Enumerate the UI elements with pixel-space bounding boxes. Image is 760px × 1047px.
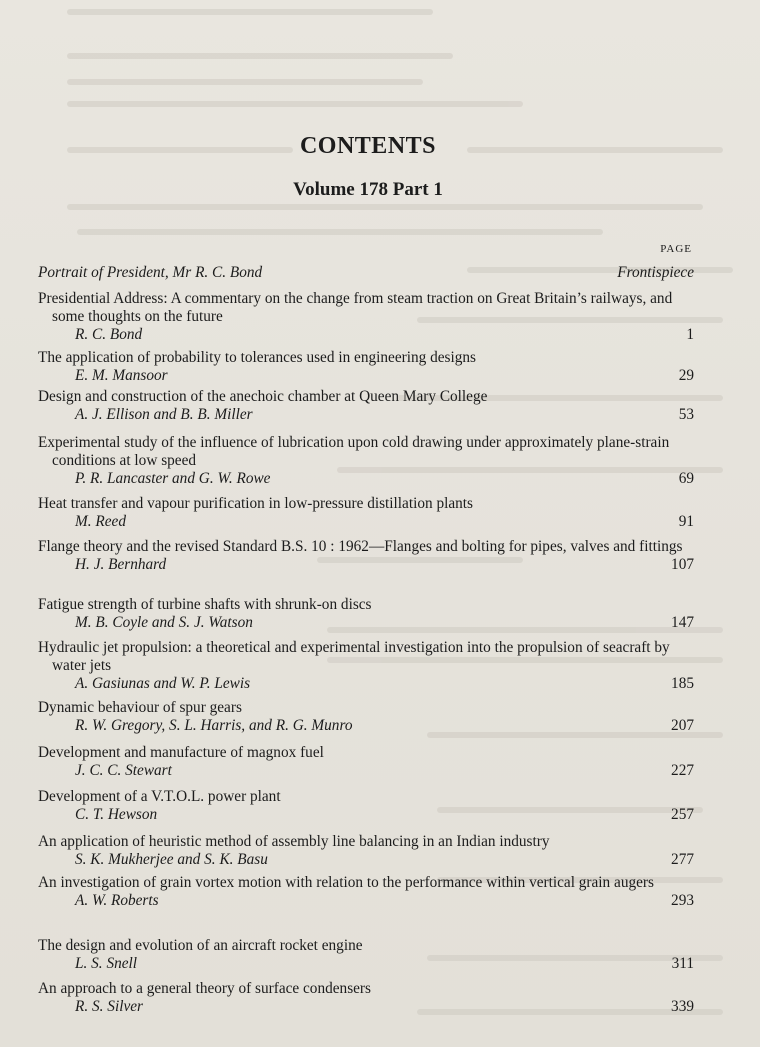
toc-entry[interactable] (38, 980, 694, 1016)
entry-page: 91 (678, 513, 694, 530)
entry-page: 1 (686, 326, 694, 343)
entry-title: An approach to a general theory of surface condensers (38, 980, 371, 997)
entry-authors: P. R. Lancaster and G. W. Rowe (75, 470, 271, 487)
entry-title: The application of probability to tolerances used in engineering designs (38, 349, 476, 366)
contents-heading: CONTENTS (299, 133, 437, 159)
entry-page: 147 (671, 614, 694, 631)
entry-page: 257 (671, 806, 694, 823)
toc-entry[interactable] (38, 495, 694, 531)
entry-authors: C. T. Hewson (75, 806, 158, 823)
entry-page: 227 (671, 762, 694, 779)
entry-page: 69 (678, 470, 694, 487)
entry-title: Experimental study of the influence of lubrication upon cold drawing under approximately plane-strain conditions at low speed (38, 434, 670, 469)
entry-title: Heat transfer and vapour purification in low-pressure distillation plants (38, 495, 473, 512)
entry-title: Presidential Address: A commentary on the change from steam traction on Great Britain’s railways, and some thoughts on the future (38, 290, 673, 325)
entry-title: Development and manufacture of magnox fuel (38, 744, 324, 761)
entry-title: Design and construction of the anechoic chamber at Queen Mary College (38, 388, 488, 405)
entry-title: Fatigue strength of turbine shafts with shrunk-on discs (38, 596, 372, 613)
entry-authors: M. Reed (75, 513, 126, 530)
entry-page: 29 (678, 367, 694, 384)
toc-entry[interactable] (38, 937, 694, 973)
toc-entry[interactable] (38, 639, 694, 693)
entry-authors: R. S. Silver (75, 998, 143, 1015)
toc-entry[interactable] (38, 833, 694, 869)
toc-entry[interactable] (38, 538, 694, 574)
entry-title: An investigation of grain vortex motion with relation to the performance within vertical grain augers (38, 874, 654, 891)
toc-entry[interactable] (38, 788, 694, 824)
frontispiece-title: Portrait of President, Mr R. C. Bond (38, 264, 263, 281)
entry-title: An application of heuristic method of assembly line balancing in an Indian industry (38, 833, 550, 850)
entry-page: 339 (671, 998, 694, 1015)
entry-page: 311 (671, 955, 694, 972)
toc-entry[interactable] (38, 744, 694, 780)
volume-heading: Volume 178 Part 1 (293, 179, 443, 200)
entry-authors: M. B. Coyle and S. J. Watson (75, 614, 253, 631)
entry-title: Hydraulic jet propulsion: a theoretical and experimental investigation into the propulsion of seacraft by water jets (38, 639, 670, 674)
toc-entry[interactable] (38, 290, 694, 344)
entry-authors: R. W. Gregory, S. L. Harris, and R. G. Munro (75, 717, 353, 734)
entry-page: 293 (671, 892, 694, 909)
toc-entry[interactable] (38, 699, 694, 735)
entry-page: 185 (671, 675, 694, 692)
entry-title: Dynamic behaviour of spur gears (38, 699, 242, 716)
entry-title: Development of a V.T.O.L. power plant (38, 788, 281, 805)
toc-entry[interactable] (38, 874, 694, 910)
entry-page: 107 (671, 556, 694, 573)
entry-authors: A. J. Ellison and B. B. Miller (75, 406, 253, 423)
frontispiece-page: Frontispiece (617, 264, 694, 281)
entry-authors: L. S. Snell (75, 955, 138, 972)
toc-entry[interactable] (38, 349, 694, 385)
entry-title: The design and evolution of an aircraft rocket engine (38, 937, 363, 954)
entry-page: 207 (671, 717, 694, 734)
entry-authors: S. K. Mukherjee and S. K. Basu (75, 851, 268, 868)
entry-page: 53 (678, 406, 694, 423)
entry-authors: E. M. Mansoor (75, 367, 168, 384)
toc-entry[interactable] (38, 434, 694, 488)
entry-authors: H. J. Bernhard (75, 556, 167, 573)
toc-entry[interactable] (38, 388, 694, 424)
frontispiece-entry[interactable] (38, 264, 694, 282)
page-column-header: PAGE (660, 243, 692, 255)
entry-authors: A. W. Roberts (75, 892, 159, 909)
entry-page: 277 (671, 851, 694, 868)
entry-authors: R. C. Bond (75, 326, 143, 343)
entry-authors: A. Gasiunas and W. P. Lewis (75, 675, 251, 692)
toc-entry[interactable] (38, 596, 694, 632)
entry-authors: J. C. C. Stewart (75, 762, 172, 779)
entry-title: Flange theory and the revised Standard B.S. 10 : 1962—Flanges and bolting for pipes, valves and fittings (38, 538, 683, 555)
